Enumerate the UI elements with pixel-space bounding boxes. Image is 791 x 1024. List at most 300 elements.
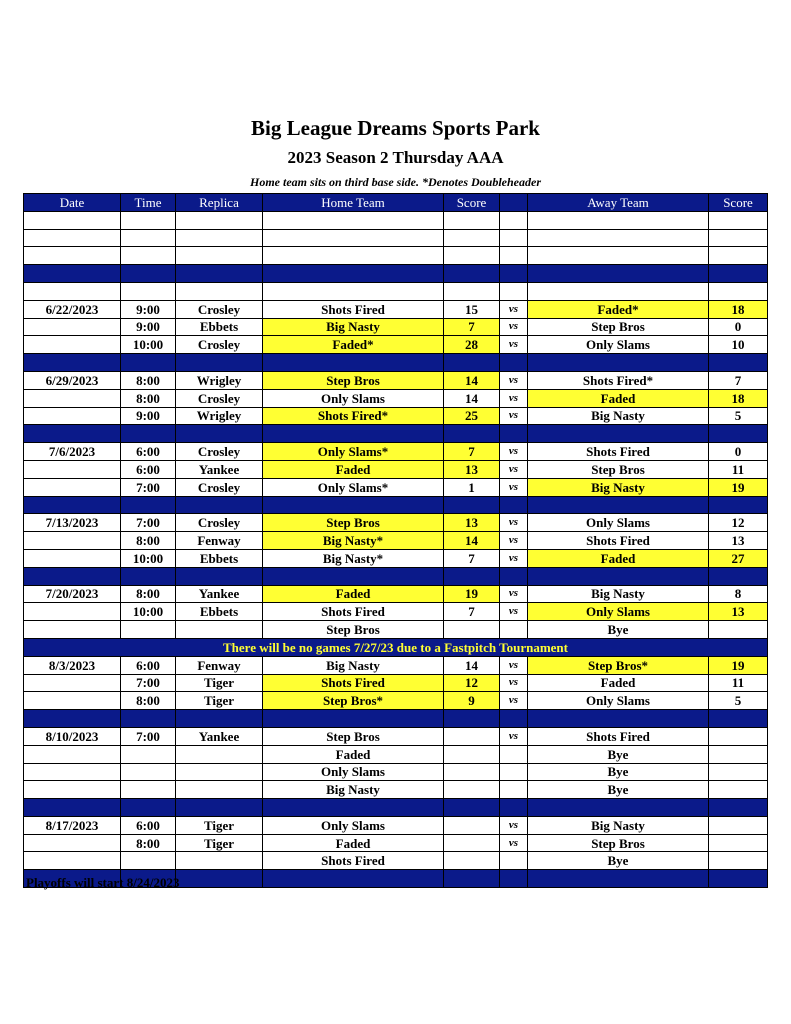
away-score-cell: 5 [709, 407, 768, 425]
date-cell [24, 318, 121, 336]
empty-cell [709, 496, 768, 514]
header-home-team: Home Team [263, 194, 444, 212]
away-score-cell: 13 [709, 603, 768, 621]
empty-cell [500, 282, 528, 300]
empty-cell [121, 211, 176, 229]
date-cell [24, 674, 121, 692]
empty-cell [528, 425, 709, 443]
empty-cell [709, 265, 768, 283]
empty-cell [500, 265, 528, 283]
empty-cell [444, 710, 500, 728]
home-score-cell: 7 [444, 603, 500, 621]
away-score-cell: 0 [709, 443, 768, 461]
empty-cell [528, 247, 709, 265]
date-cell [24, 781, 121, 799]
date-cell: 8/17/2023 [24, 816, 121, 834]
away-score-cell [709, 763, 768, 781]
home-score-cell: 14 [444, 389, 500, 407]
page-title: Big League Dreams Sports Park [251, 116, 540, 140]
away-score-cell: 13 [709, 532, 768, 550]
empty-cell [500, 425, 528, 443]
game-row [24, 656, 768, 674]
home-score-cell: 15 [444, 300, 500, 318]
date-cell [24, 603, 121, 621]
time-cell [121, 781, 176, 799]
home-team-cell: Shots Fired* [263, 407, 444, 425]
empty-cell [176, 282, 263, 300]
date-cell [24, 621, 121, 639]
time-cell: 9:00 [121, 300, 176, 318]
date-cell: 7/20/2023 [24, 585, 121, 603]
away-score-cell: 8 [709, 585, 768, 603]
game-row [24, 371, 768, 389]
home-team-cell: Faded [263, 745, 444, 763]
away-score-cell: 11 [709, 460, 768, 478]
empty-cell [709, 282, 768, 300]
time-cell: 8:00 [121, 834, 176, 852]
away-team-cell: Faded [528, 674, 709, 692]
empty-cell [709, 870, 768, 888]
time-cell: 9:00 [121, 407, 176, 425]
empty-cell [709, 425, 768, 443]
replica-cell: Crosley [176, 300, 263, 318]
game-row [24, 621, 768, 639]
replica-cell [176, 781, 263, 799]
date-cell [24, 763, 121, 781]
empty-cell [444, 799, 500, 817]
empty-cell [528, 799, 709, 817]
header-row [24, 194, 768, 212]
away-score-cell [709, 816, 768, 834]
empty-cell [263, 567, 444, 585]
away-score-cell: 18 [709, 389, 768, 407]
date-cell: 6/29/2023 [24, 371, 121, 389]
away-team-cell: Bye [528, 763, 709, 781]
empty-cell [24, 425, 121, 443]
home-team-cell: Shots Fired [263, 300, 444, 318]
separator-band [24, 425, 768, 443]
game-row [24, 514, 768, 532]
game-row [24, 603, 768, 621]
game-row [24, 692, 768, 710]
empty-cell [24, 354, 121, 372]
game-row [24, 300, 768, 318]
empty-cell [709, 710, 768, 728]
header-away-team: Away Team [528, 194, 709, 212]
empty-cell [528, 710, 709, 728]
replica-cell [176, 621, 263, 639]
home-team-cell: Faded [263, 834, 444, 852]
empty-cell [709, 799, 768, 817]
time-cell: 8:00 [121, 532, 176, 550]
vs-label: vs [500, 371, 528, 389]
time-cell: 7:00 [121, 674, 176, 692]
empty-cell [263, 354, 444, 372]
schedule-table [23, 193, 768, 888]
time-cell: 10:00 [121, 603, 176, 621]
time-cell [121, 745, 176, 763]
home-team-cell: Shots Fired [263, 603, 444, 621]
home-score-cell: 25 [444, 407, 500, 425]
home-team-cell: Shots Fired [263, 852, 444, 870]
replica-cell: Tiger [176, 834, 263, 852]
away-team-cell: Shots Fired* [528, 371, 709, 389]
empty-cell [709, 567, 768, 585]
game-row [24, 852, 768, 870]
replica-cell: Yankee [176, 727, 263, 745]
home-score-cell: 28 [444, 336, 500, 354]
empty-cell [24, 247, 121, 265]
home-team-cell: Big Nasty* [263, 532, 444, 550]
home-score-cell: 19 [444, 585, 500, 603]
game-row [24, 478, 768, 496]
schedule-body [24, 211, 768, 887]
empty-cell [528, 211, 709, 229]
date-cell: 7/6/2023 [24, 443, 121, 461]
away-team-cell: Faded [528, 389, 709, 407]
date-cell: 8/3/2023 [24, 656, 121, 674]
date-cell [24, 478, 121, 496]
empty-cell [263, 870, 444, 888]
away-score-cell [709, 852, 768, 870]
date-cell [24, 852, 121, 870]
vs-label: vs [500, 692, 528, 710]
away-score-cell [709, 621, 768, 639]
home-score-cell: 14 [444, 371, 500, 389]
date-cell [24, 532, 121, 550]
vs-label: vs [500, 532, 528, 550]
away-team-cell: Only Slams [528, 514, 709, 532]
time-cell [121, 763, 176, 781]
replica-cell: Fenway [176, 656, 263, 674]
empty-cell [121, 282, 176, 300]
replica-cell: Tiger [176, 816, 263, 834]
replica-cell: Ebbets [176, 549, 263, 567]
date-cell [24, 460, 121, 478]
date-cell [24, 549, 121, 567]
schedule-note: Home team sits on third base side. *Denotes Doubleheader [250, 175, 541, 189]
empty-cell [176, 567, 263, 585]
vs-label: vs [500, 300, 528, 318]
empty-cell [24, 496, 121, 514]
empty-cell [24, 229, 121, 247]
away-team-cell: Big Nasty [528, 816, 709, 834]
empty-cell [24, 799, 121, 817]
separator-band [24, 265, 768, 283]
vs-label: vs [500, 389, 528, 407]
away-team-cell: Big Nasty [528, 478, 709, 496]
empty-cell [528, 229, 709, 247]
header-vs [500, 194, 528, 212]
time-cell: 7:00 [121, 727, 176, 745]
empty-cell [176, 496, 263, 514]
home-score-cell [444, 763, 500, 781]
separator-band [24, 354, 768, 372]
home-score-cell: 9 [444, 692, 500, 710]
empty-cell [444, 247, 500, 265]
time-cell [121, 852, 176, 870]
time-cell: 6:00 [121, 443, 176, 461]
vs-label: vs [500, 674, 528, 692]
away-team-cell: Step Bros* [528, 656, 709, 674]
empty-cell [528, 282, 709, 300]
notice-text: There will be no games 7/27/23 due to a Fastpitch Tournament [24, 638, 768, 656]
empty-cell [176, 425, 263, 443]
empty-cell [500, 354, 528, 372]
empty-cell [24, 211, 121, 229]
separator-band [24, 567, 768, 585]
empty-cell [121, 799, 176, 817]
game-row [24, 336, 768, 354]
replica-cell: Wrigley [176, 407, 263, 425]
home-score-cell [444, 781, 500, 799]
away-team-cell: Shots Fired [528, 727, 709, 745]
away-score-cell: 11 [709, 674, 768, 692]
replica-cell: Crosley [176, 514, 263, 532]
home-score-cell: 12 [444, 674, 500, 692]
empty-cell [121, 425, 176, 443]
empty-cell [444, 870, 500, 888]
empty-cell [121, 710, 176, 728]
vs-label: vs [500, 514, 528, 532]
time-cell [121, 621, 176, 639]
empty-cell [176, 710, 263, 728]
time-cell: 8:00 [121, 371, 176, 389]
separator-band [24, 710, 768, 728]
game-row [24, 763, 768, 781]
empty-cell [500, 567, 528, 585]
empty-cell [176, 247, 263, 265]
empty-cell [444, 282, 500, 300]
away-score-cell: 10 [709, 336, 768, 354]
vs-label [500, 621, 528, 639]
home-score-cell [444, 621, 500, 639]
game-row [24, 816, 768, 834]
empty-cell [528, 496, 709, 514]
away-team-cell: Step Bros [528, 460, 709, 478]
away-team-cell: Step Bros [528, 834, 709, 852]
replica-cell: Ebbets [176, 603, 263, 621]
empty-cell [24, 567, 121, 585]
empty-cell [121, 496, 176, 514]
date-cell: 6/22/2023 [24, 300, 121, 318]
away-score-cell [709, 745, 768, 763]
away-score-cell [709, 727, 768, 745]
playoffs-note: Playoffs will start 8/24/2023 [26, 875, 180, 890]
empty-cell [444, 425, 500, 443]
empty-cell [263, 710, 444, 728]
game-row [24, 549, 768, 567]
replica-cell [176, 852, 263, 870]
date-cell: 8/10/2023 [24, 727, 121, 745]
away-team-cell: Only Slams [528, 336, 709, 354]
replica-cell: Yankee [176, 460, 263, 478]
empty-cell [176, 354, 263, 372]
home-team-cell: Faded* [263, 336, 444, 354]
game-row [24, 781, 768, 799]
away-score-cell: 0 [709, 318, 768, 336]
empty-cell [528, 870, 709, 888]
away-score-cell: 19 [709, 478, 768, 496]
separator-band [24, 496, 768, 514]
empty-cell [176, 229, 263, 247]
replica-cell: Yankee [176, 585, 263, 603]
date-cell [24, 745, 121, 763]
home-team-cell: Only Slams [263, 389, 444, 407]
empty-cell [444, 211, 500, 229]
away-team-cell: Bye [528, 852, 709, 870]
empty-cell [263, 265, 444, 283]
away-team-cell: Faded [528, 549, 709, 567]
vs-label: vs [500, 460, 528, 478]
blank-row [24, 247, 768, 265]
away-score-cell: 27 [709, 549, 768, 567]
empty-cell [444, 354, 500, 372]
replica-cell: Crosley [176, 478, 263, 496]
replica-cell: Tiger [176, 692, 263, 710]
empty-cell [176, 265, 263, 283]
header-replica: Replica [176, 194, 263, 212]
date-cell [24, 336, 121, 354]
empty-cell [176, 799, 263, 817]
date-cell [24, 407, 121, 425]
away-score-cell: 7 [709, 371, 768, 389]
separator-band [24, 799, 768, 817]
home-score-cell: 14 [444, 656, 500, 674]
empty-cell [528, 265, 709, 283]
home-team-cell: Big Nasty [263, 318, 444, 336]
time-cell: 8:00 [121, 585, 176, 603]
vs-label: vs [500, 816, 528, 834]
game-row [24, 674, 768, 692]
home-team-cell: Only Slams* [263, 443, 444, 461]
blank-row [24, 211, 768, 229]
home-team-cell: Step Bros [263, 727, 444, 745]
home-score-cell: 7 [444, 318, 500, 336]
vs-label [500, 745, 528, 763]
vs-label: vs [500, 834, 528, 852]
time-cell: 6:00 [121, 816, 176, 834]
empty-cell [121, 247, 176, 265]
time-cell: 8:00 [121, 389, 176, 407]
page-subtitle: 2023 Season 2 Thursday AAA [287, 148, 504, 167]
game-row [24, 407, 768, 425]
vs-label: vs [500, 336, 528, 354]
empty-cell [444, 265, 500, 283]
date-cell: 7/13/2023 [24, 514, 121, 532]
home-score-cell: 13 [444, 460, 500, 478]
vs-label: vs [500, 727, 528, 745]
replica-cell: Ebbets [176, 318, 263, 336]
empty-cell [500, 229, 528, 247]
empty-cell [24, 282, 121, 300]
vs-label: vs [500, 549, 528, 567]
notice-row [24, 638, 768, 656]
empty-cell [528, 354, 709, 372]
empty-cell [263, 229, 444, 247]
home-score-cell [444, 727, 500, 745]
home-team-cell: Step Bros* [263, 692, 444, 710]
game-row [24, 745, 768, 763]
empty-cell [500, 247, 528, 265]
game-row [24, 389, 768, 407]
date-cell [24, 834, 121, 852]
home-team-cell: Big Nasty* [263, 549, 444, 567]
away-team-cell: Bye [528, 781, 709, 799]
empty-cell [263, 496, 444, 514]
date-cell [24, 389, 121, 407]
away-score-cell: 19 [709, 656, 768, 674]
away-team-cell: Shots Fired [528, 532, 709, 550]
empty-cell [263, 425, 444, 443]
home-team-cell: Step Bros [263, 514, 444, 532]
empty-cell [121, 567, 176, 585]
game-row [24, 318, 768, 336]
home-score-cell [444, 834, 500, 852]
home-team-cell: Only Slams [263, 763, 444, 781]
replica-cell [176, 763, 263, 781]
empty-cell [263, 247, 444, 265]
empty-cell [444, 496, 500, 514]
vs-label [500, 852, 528, 870]
empty-cell [528, 567, 709, 585]
home-score-cell: 7 [444, 443, 500, 461]
empty-cell [500, 496, 528, 514]
empty-cell [500, 870, 528, 888]
empty-cell [709, 211, 768, 229]
home-score-cell [444, 816, 500, 834]
away-team-cell: Big Nasty [528, 407, 709, 425]
away-score-cell: 18 [709, 300, 768, 318]
away-team-cell: Faded* [528, 300, 709, 318]
away-team-cell: Only Slams [528, 603, 709, 621]
away-score-cell: 5 [709, 692, 768, 710]
away-team-cell: Big Nasty [528, 585, 709, 603]
home-team-cell: Step Bros [263, 621, 444, 639]
home-score-cell: 1 [444, 478, 500, 496]
replica-cell: Crosley [176, 336, 263, 354]
home-score-cell [444, 852, 500, 870]
vs-label: vs [500, 478, 528, 496]
away-team-cell: Step Bros [528, 318, 709, 336]
home-team-cell: Big Nasty [263, 781, 444, 799]
replica-cell [176, 745, 263, 763]
game-row [24, 460, 768, 478]
empty-cell [709, 229, 768, 247]
empty-cell [500, 211, 528, 229]
vs-label: vs [500, 318, 528, 336]
time-cell: 9:00 [121, 318, 176, 336]
empty-cell [263, 799, 444, 817]
home-team-cell: Only Slams* [263, 478, 444, 496]
time-cell: 7:00 [121, 478, 176, 496]
away-team-cell: Shots Fired [528, 443, 709, 461]
time-cell: 8:00 [121, 692, 176, 710]
header-date: Date [24, 194, 121, 212]
game-row [24, 585, 768, 603]
home-team-cell: Step Bros [263, 371, 444, 389]
away-team-cell: Bye [528, 621, 709, 639]
home-team-cell: Shots Fired [263, 674, 444, 692]
time-cell: 10:00 [121, 336, 176, 354]
blank-row [24, 282, 768, 300]
time-cell: 6:00 [121, 656, 176, 674]
vs-label: vs [500, 603, 528, 621]
time-cell: 6:00 [121, 460, 176, 478]
replica-cell: Fenway [176, 532, 263, 550]
away-team-cell: Bye [528, 745, 709, 763]
empty-cell [121, 229, 176, 247]
